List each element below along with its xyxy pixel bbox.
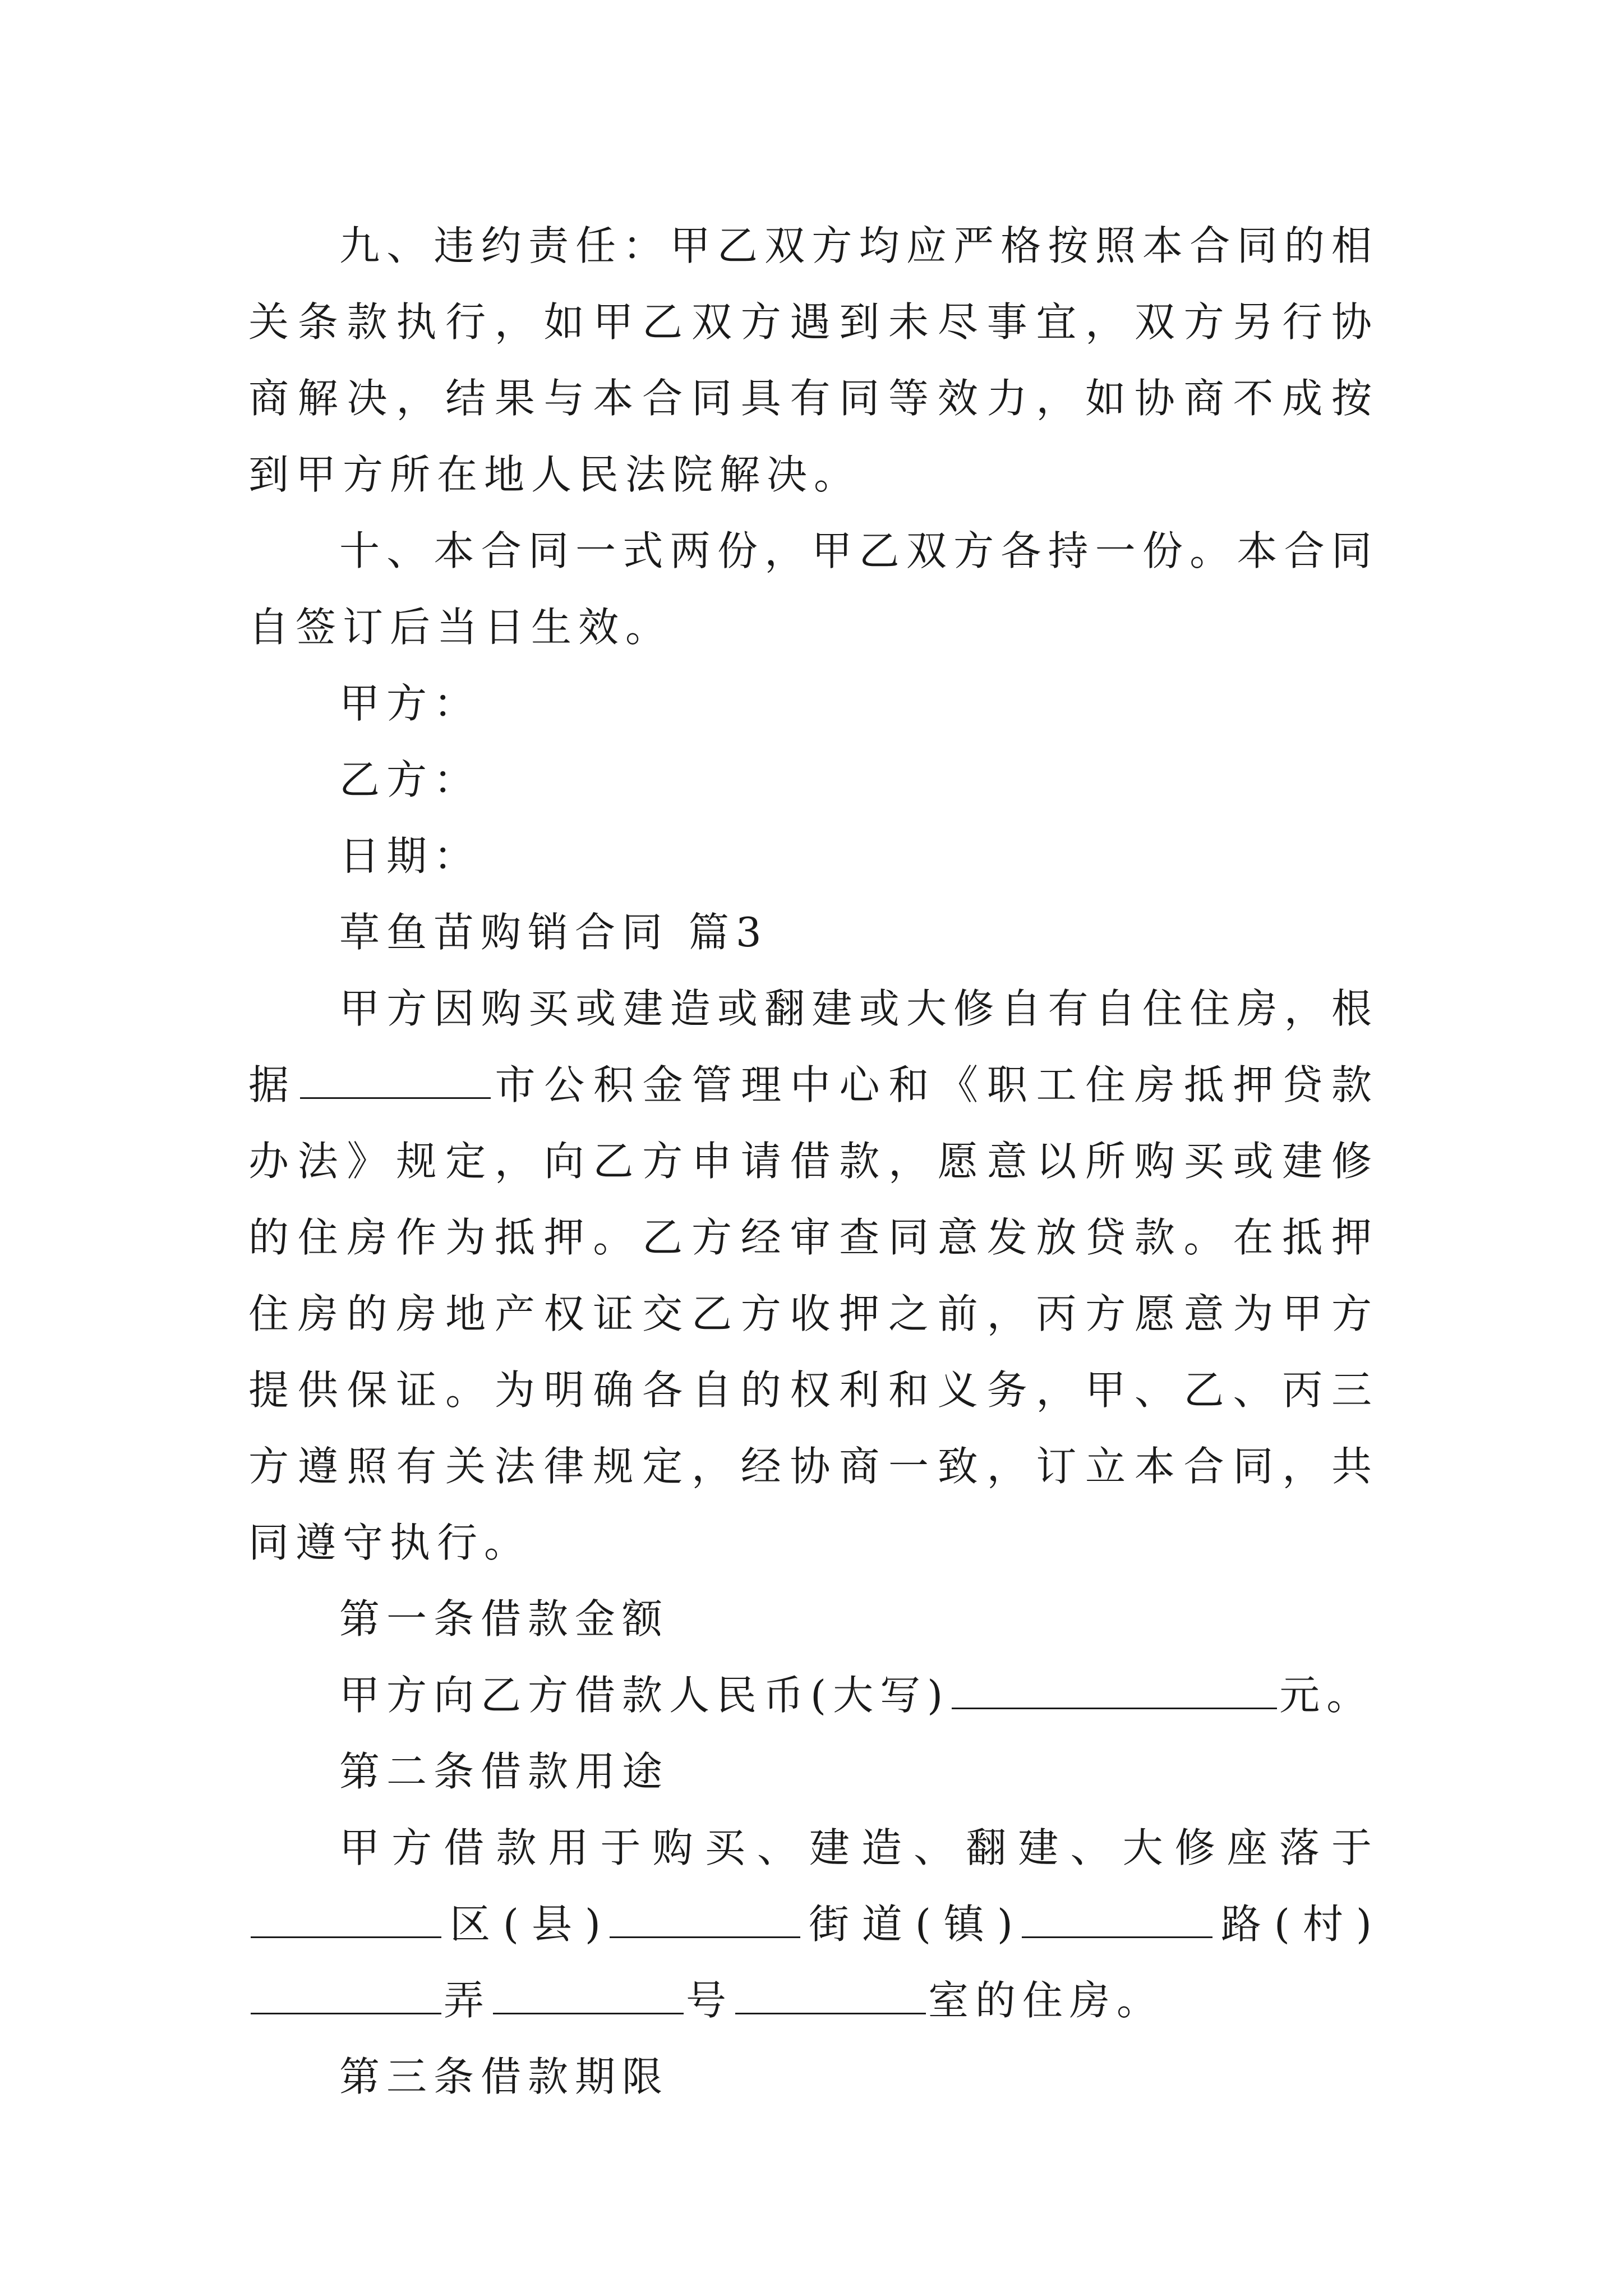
party-b-label: 乙方： [339,756,481,803]
article-two-heading: 第二条借款用途 [339,1748,670,1795]
clause-nine-paragraph: 九、违约责任：甲乙双方均应严格按照本合同的相关条款执行，如甲乙双方遇到未尽事宜，双方另行协商解决，结果与本合同具有同等效力，如协商不成按到甲方所在地人民法院解决。 [248,222,1378,498]
preamble-text-start: 甲方因购买或建造或翻建或大修自有自住住房，根据 [248,985,1378,1108]
article-three-heading: 第三条借款期限 [339,2053,670,2100]
lane-blank [493,1973,684,2014]
loan-purpose-paragraph [248,1810,1378,2039]
street-blank [1022,1897,1212,1938]
loan-amount-paragraph [248,1657,1378,1733]
road-blank [251,1973,441,2014]
city-blank [300,1058,491,1099]
amount-blank [952,1668,1277,1709]
street-label: 街道(镇) [803,1901,1020,1948]
lane-label: 弄 [444,1977,491,2024]
preamble-text-rest: 市公积金管理中心和《职工住房抵押贷款办法》规定，向乙方申请借款，愿意以所购买或建修的住房作为抵押。乙方经审查同意发放贷款。在抵押住房的房地产权证交乙方收押之前，丙方愿意为甲方提供保证。为明确各自的权利和义务，甲、乙、丙三方遵照有关法律规定，经协商一致，订立本合同，共同遵守执行。 [248,1061,1378,1566]
loan-amount-text: 甲方向乙方借款人民币(大写) [339,1672,950,1719]
room-label: 室的住房。 [928,1977,1164,2024]
section-heading: 草鱼苗购销合同 篇3 [339,909,768,956]
district-blank [610,1897,800,1938]
loan-purpose-text: 甲方借款用于购买、建造、翻建、大修座落于 [339,1824,1378,1871]
party-a-label: 甲方： [339,680,481,727]
document-body [248,208,1378,2115]
number-blank [735,1973,926,2014]
number-label: 号 [686,1977,734,2024]
article-one-heading: 第一条借款金额 [339,1595,670,1642]
loan-amount-unit: 元。 [1279,1672,1374,1719]
location-blank [251,1897,441,1938]
date-label: 日期： [339,832,481,880]
clause-ten-paragraph: 十、本合同一式两份，甲乙双方各持一份。本合同自签订后当日生效。 [248,527,1378,651]
road-label: 路(村) [1214,1901,1378,1948]
preamble-paragraph [248,970,1378,1581]
district-label: 区(县) [444,1901,608,1948]
